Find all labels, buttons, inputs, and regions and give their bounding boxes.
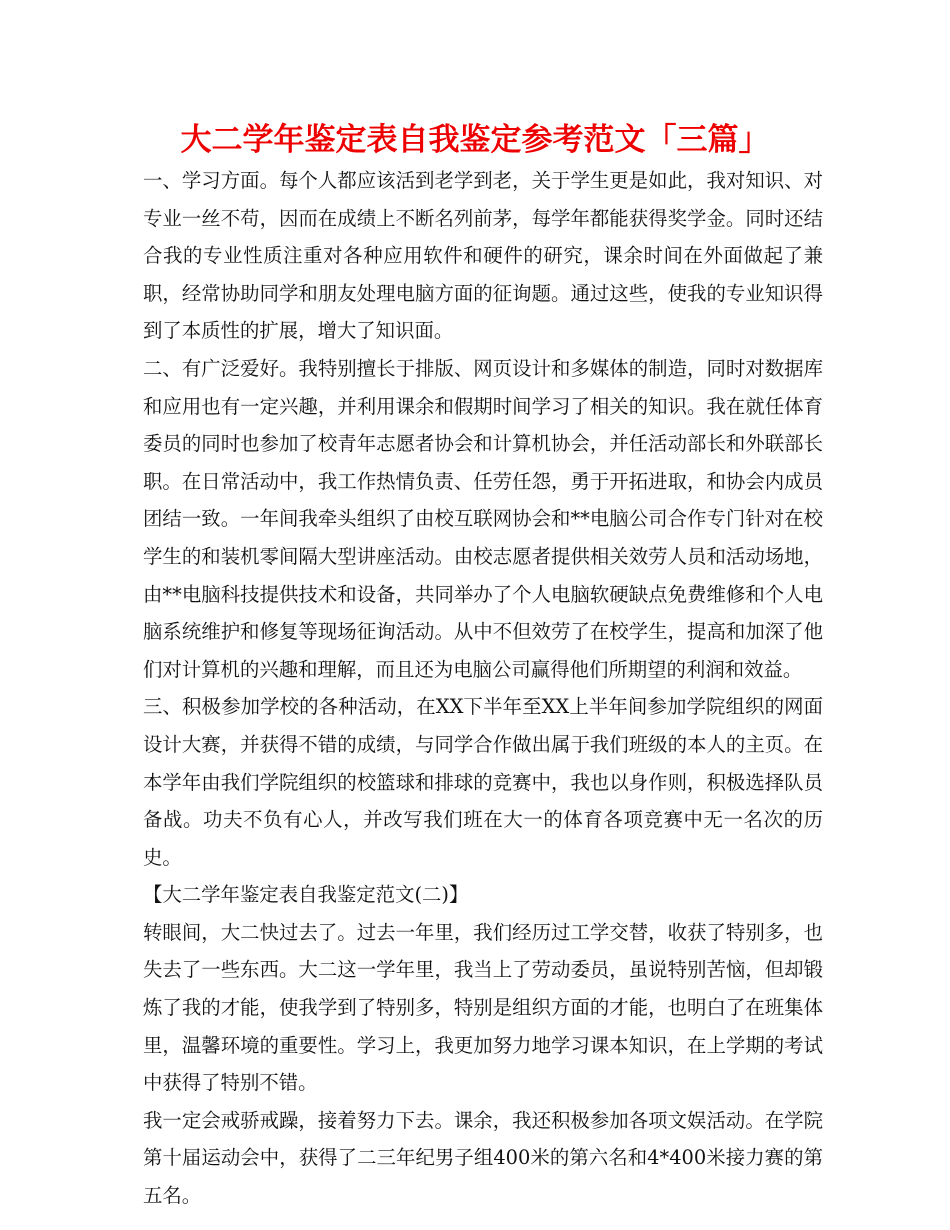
paragraph-study: 一、学习方面。每个人都应该活到老学到老，关于学生更是如此，我对知识、对专业一丝不苟，因而在成绩上不断名列前茅，每学年都能获得奖学金。同时还结合我的专业性质注重对各种应用软件和硬件的研究，课余时间在外面做起了兼职，经常协助同学和朋友处理电脑方面的征询题。通过这些，使我的专业知识得到了本质性的扩展，增大了知识面。 — [143, 169, 823, 343]
document-title: 大二学年鉴定表自我鉴定参考范文「三篇」 — [180, 122, 770, 158]
paragraph-sophomore-year: 转眼间，大二快过去了。过去一年里，我们经历过工学交替，收获了特别多，也失去了一些东西。大二这一学年里，我当上了劳动委员，虽说特别苦恼，但却锻炼了我的才能，使我学到了特别多，特别是组织方面的才能，也明白了在班集体里，温馨环境的重要性。学习上，我更加努力地学习课本知识，在上学期的考试中获得了特别不错。 — [143, 920, 823, 1095]
paragraph-activities: 三、积极参加学校的各种活动，在XX下半年至XX上半年间参加学院组织的网面设计大赛，并获得不错的成绩，与同学合作做出属于我们班级的本人的主页。在本学年由我们学院组织的校篮球和排球的竞赛中，我也以身作则，积极选择队员备战。功夫不负有心人，并改写我们班在大一的体育各项竞赛中无一名次的历史。 — [143, 695, 823, 869]
paragraph-sports: 我一定会戒骄戒躁，接着努力下去。课余，我还积极参加各项文娱活动。在学院第十届运动会中，获得了二三年纪男子组400米的第六名和4*400米接力赛的第五名。 — [143, 1108, 823, 1208]
paragraph-hobbies: 二、有广泛爱好。我特别擅长于排版、网页设计和多媒体的制造，同时对数据库和应用也有一定兴趣，并利用课余和假期时间学习了相关的知识。我在就任体育委员的同时也参加了校青年志愿者协会和计算机协会，并任活动部长和外联部长职。在日常活动中，我工作热情负责、任劳任怨，勇于开拓进取，和协会内成员团结一致。一年间我牵头组织了由校互联网协会和**电脑公司合作专门针对在校学生的和装机零间隔大型讲座活动。由校志愿者提供相关效劳人员和活动场地，由**电脑科技提供技术和设备，共同举办了个人电脑软硬缺点免费维修和个人电脑系统维护和修复等现场征询活动。从中不但效劳了在校学生，提高和加深了他们对计算机的兴趣和理解，而且还为电脑公司赢得他们所期望的利润和效益。 — [143, 356, 823, 681]
section-heading-two: 【大二学年鉴定表自我鉴定范文(二)】 — [143, 883, 469, 907]
document-body — [143, 162, 823, 1215]
